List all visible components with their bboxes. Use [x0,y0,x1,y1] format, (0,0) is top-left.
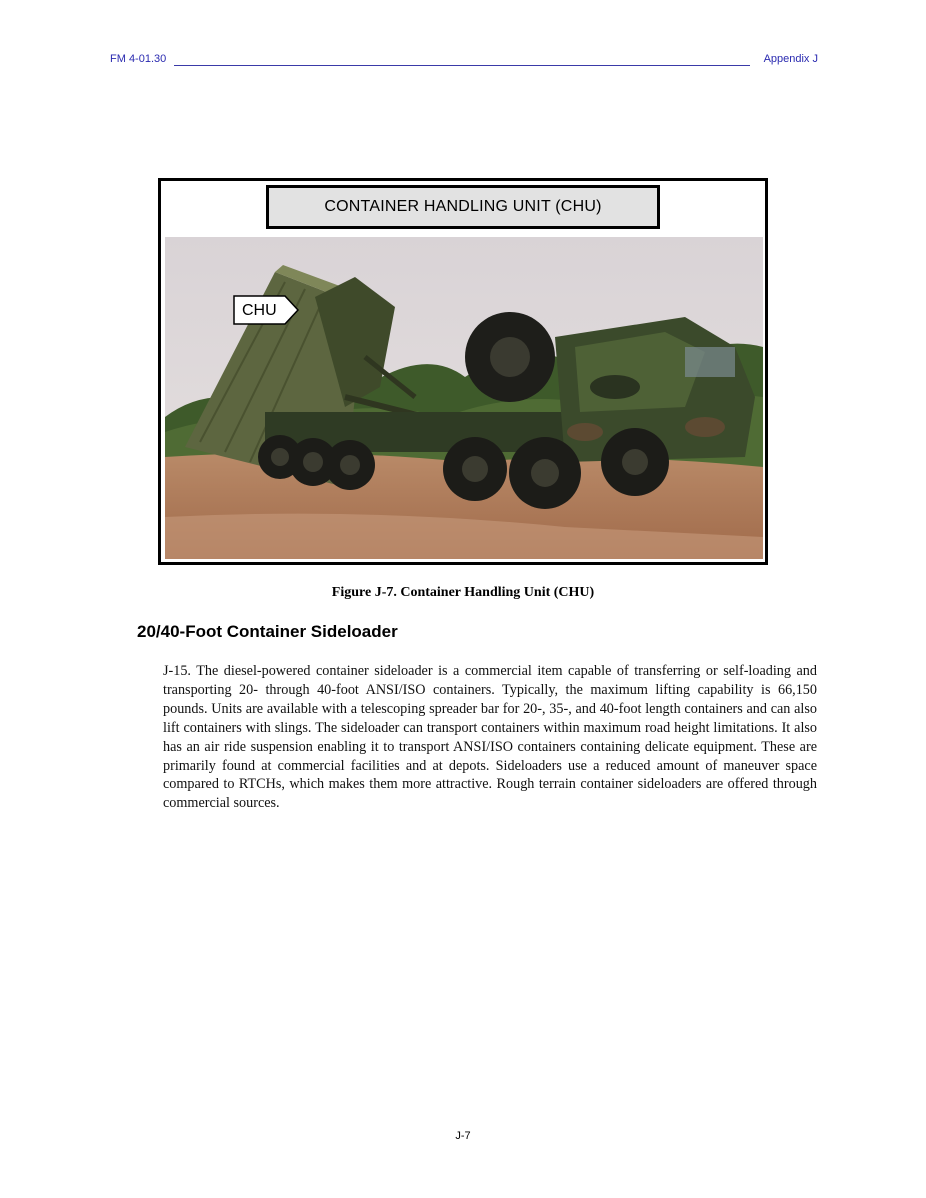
figure-title-box [266,185,660,229]
page-number: J-7 [455,1130,471,1142]
figure-title: CONTAINER HANDLING UNIT (CHU) [324,198,602,215]
chu-truck-photo [165,237,763,559]
figure-frame [158,178,768,565]
section-heading: 20/40-Foot Container Sideloader [137,622,398,641]
header-manual-id: FM 4-01.30 [110,53,167,65]
paragraph-j-15: J-15. The diesel-powered container sideloader is a commercial item capable of transferring or self-loading and transporting 20- through 40-foot ANSI/ISO containers. Typically, the maximum lifting capability is 66,150 pounds. Units are available with a telescoping spreader bar for 20-, 35-, and 40-foot length containers and can also lift containers with slings. The sideloader can transport containers within maximum road height limitations. It also has an air ride suspension enabling it to transport ANSI/ISO containers containing delicate equipment. These are primarily found at commercial facilities and at depots. Sideloaders use a reduced amount of maneuver space compared to RTCHs, which makes them more attractive. Rough terrain container sideloaders are offered through commercial sources. [163,663,817,812]
chu-callout-label: CHU [242,302,277,319]
figure-caption: Figure J-7. Container Handling Unit (CHU) [331,585,595,600]
running-header [110,53,818,69]
header-rule [174,65,750,66]
header-appendix: Appendix J [763,53,818,65]
